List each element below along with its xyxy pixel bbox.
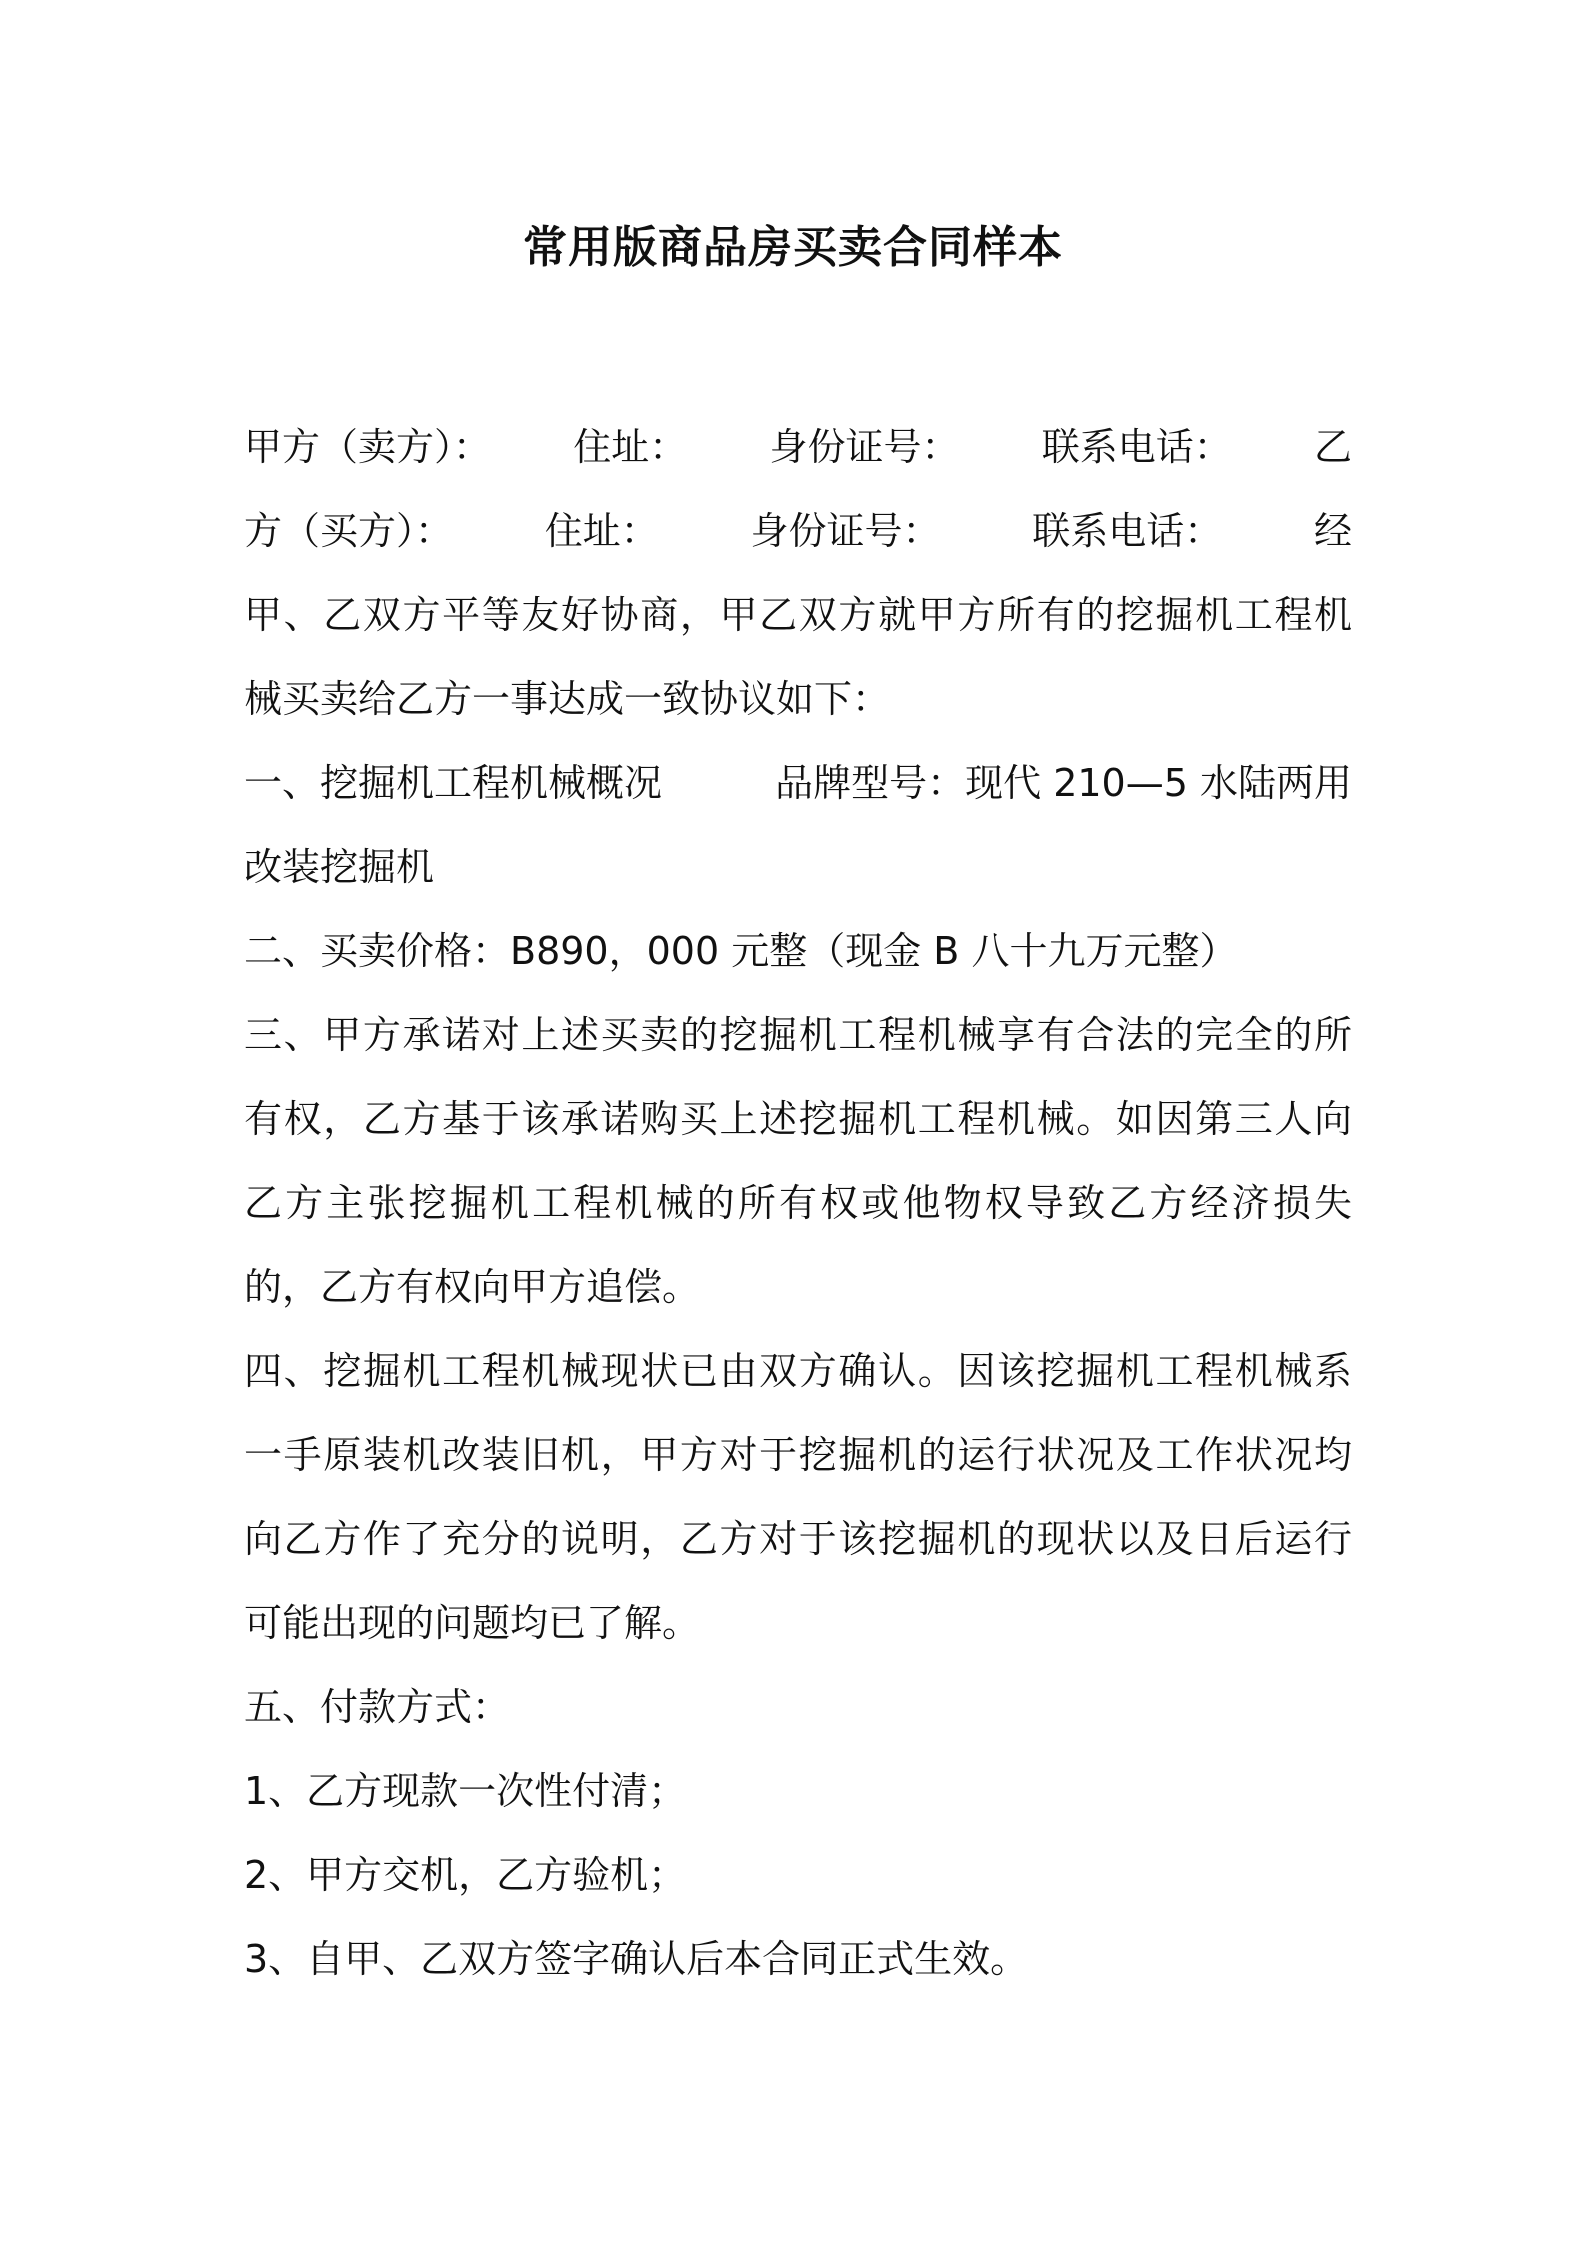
intro-paragraph-line: 甲、乙双方平等友好协商，甲乙双方就甲方所有的挖掘机工程机 bbox=[244, 593, 1352, 637]
section-3-line: 有权，乙方基于该承诺购买上述挖掘机工程机械。如因第三人向 bbox=[244, 1097, 1352, 1141]
section-5-label: 五、付款方式： bbox=[244, 1685, 511, 1729]
party-b-phone-label: 联系电话： bbox=[1032, 509, 1223, 553]
section-3-line: 的，乙方有权向甲方追偿。 bbox=[244, 1265, 701, 1309]
section-1-label: 一、挖掘机工程机械概况 bbox=[244, 761, 663, 805]
section-3-line: 乙方主张挖掘机工程机械的所有权或他物权导致乙方经济损失 bbox=[244, 1181, 1352, 1225]
payment-item: 2、甲方交机，乙方验机； bbox=[244, 1853, 687, 1897]
party-a-id-label: 身份证号： bbox=[769, 425, 960, 469]
party-b-address-label: 住址： bbox=[544, 509, 659, 553]
intro-start: 经 bbox=[1313, 509, 1352, 553]
document-body bbox=[244, 405, 1352, 2001]
section-2-price: 二、买卖价格：B890，000 元整（现金 B 八十九万元整） bbox=[244, 929, 1238, 973]
party-b-id-label: 身份证号： bbox=[750, 509, 941, 553]
section-4-line: 向乙方作了充分的说明，乙方对于该挖掘机的现状以及日后运行 bbox=[244, 1517, 1352, 1561]
section-4-line: 一手原装机改装旧机，甲方对于挖掘机的运行状况及工作状况均 bbox=[244, 1433, 1352, 1477]
party-b-label: 方（买方）： bbox=[244, 509, 454, 553]
payment-item: 3、自甲、乙双方签字确认后本合同正式生效。 bbox=[244, 1937, 1029, 1981]
party-b-line bbox=[244, 489, 1352, 573]
section-1-continued: 改装挖掘机 bbox=[244, 845, 435, 889]
section-1-model: 品牌型号：现代 210—5 水陆两用 bbox=[775, 761, 1352, 805]
party-a-address-label: 住址： bbox=[573, 425, 688, 469]
party-a-label: 甲方（卖方）： bbox=[244, 425, 492, 469]
payment-item: 1、乙方现款一次性付清； bbox=[244, 1769, 687, 1813]
document-title: 常用版商品房买卖合同样本 bbox=[523, 222, 1063, 273]
section-4-line: 可能出现的问题均已了解。 bbox=[244, 1601, 701, 1645]
intro-paragraph-line: 械买卖给乙方一事达成一致协议如下： bbox=[244, 677, 891, 721]
party-a-line bbox=[244, 405, 1352, 489]
section-3-line: 三、甲方承诺对上述买卖的挖掘机工程机械享有合法的完全的所 bbox=[244, 1013, 1352, 1057]
section-1-line bbox=[244, 741, 1352, 825]
section-4-line: 四、挖掘机工程机械现状已由双方确认。因该挖掘机工程机械系 bbox=[244, 1349, 1352, 1393]
party-b-label-start: 乙 bbox=[1313, 425, 1352, 469]
party-a-phone-label: 联系电话： bbox=[1041, 425, 1232, 469]
